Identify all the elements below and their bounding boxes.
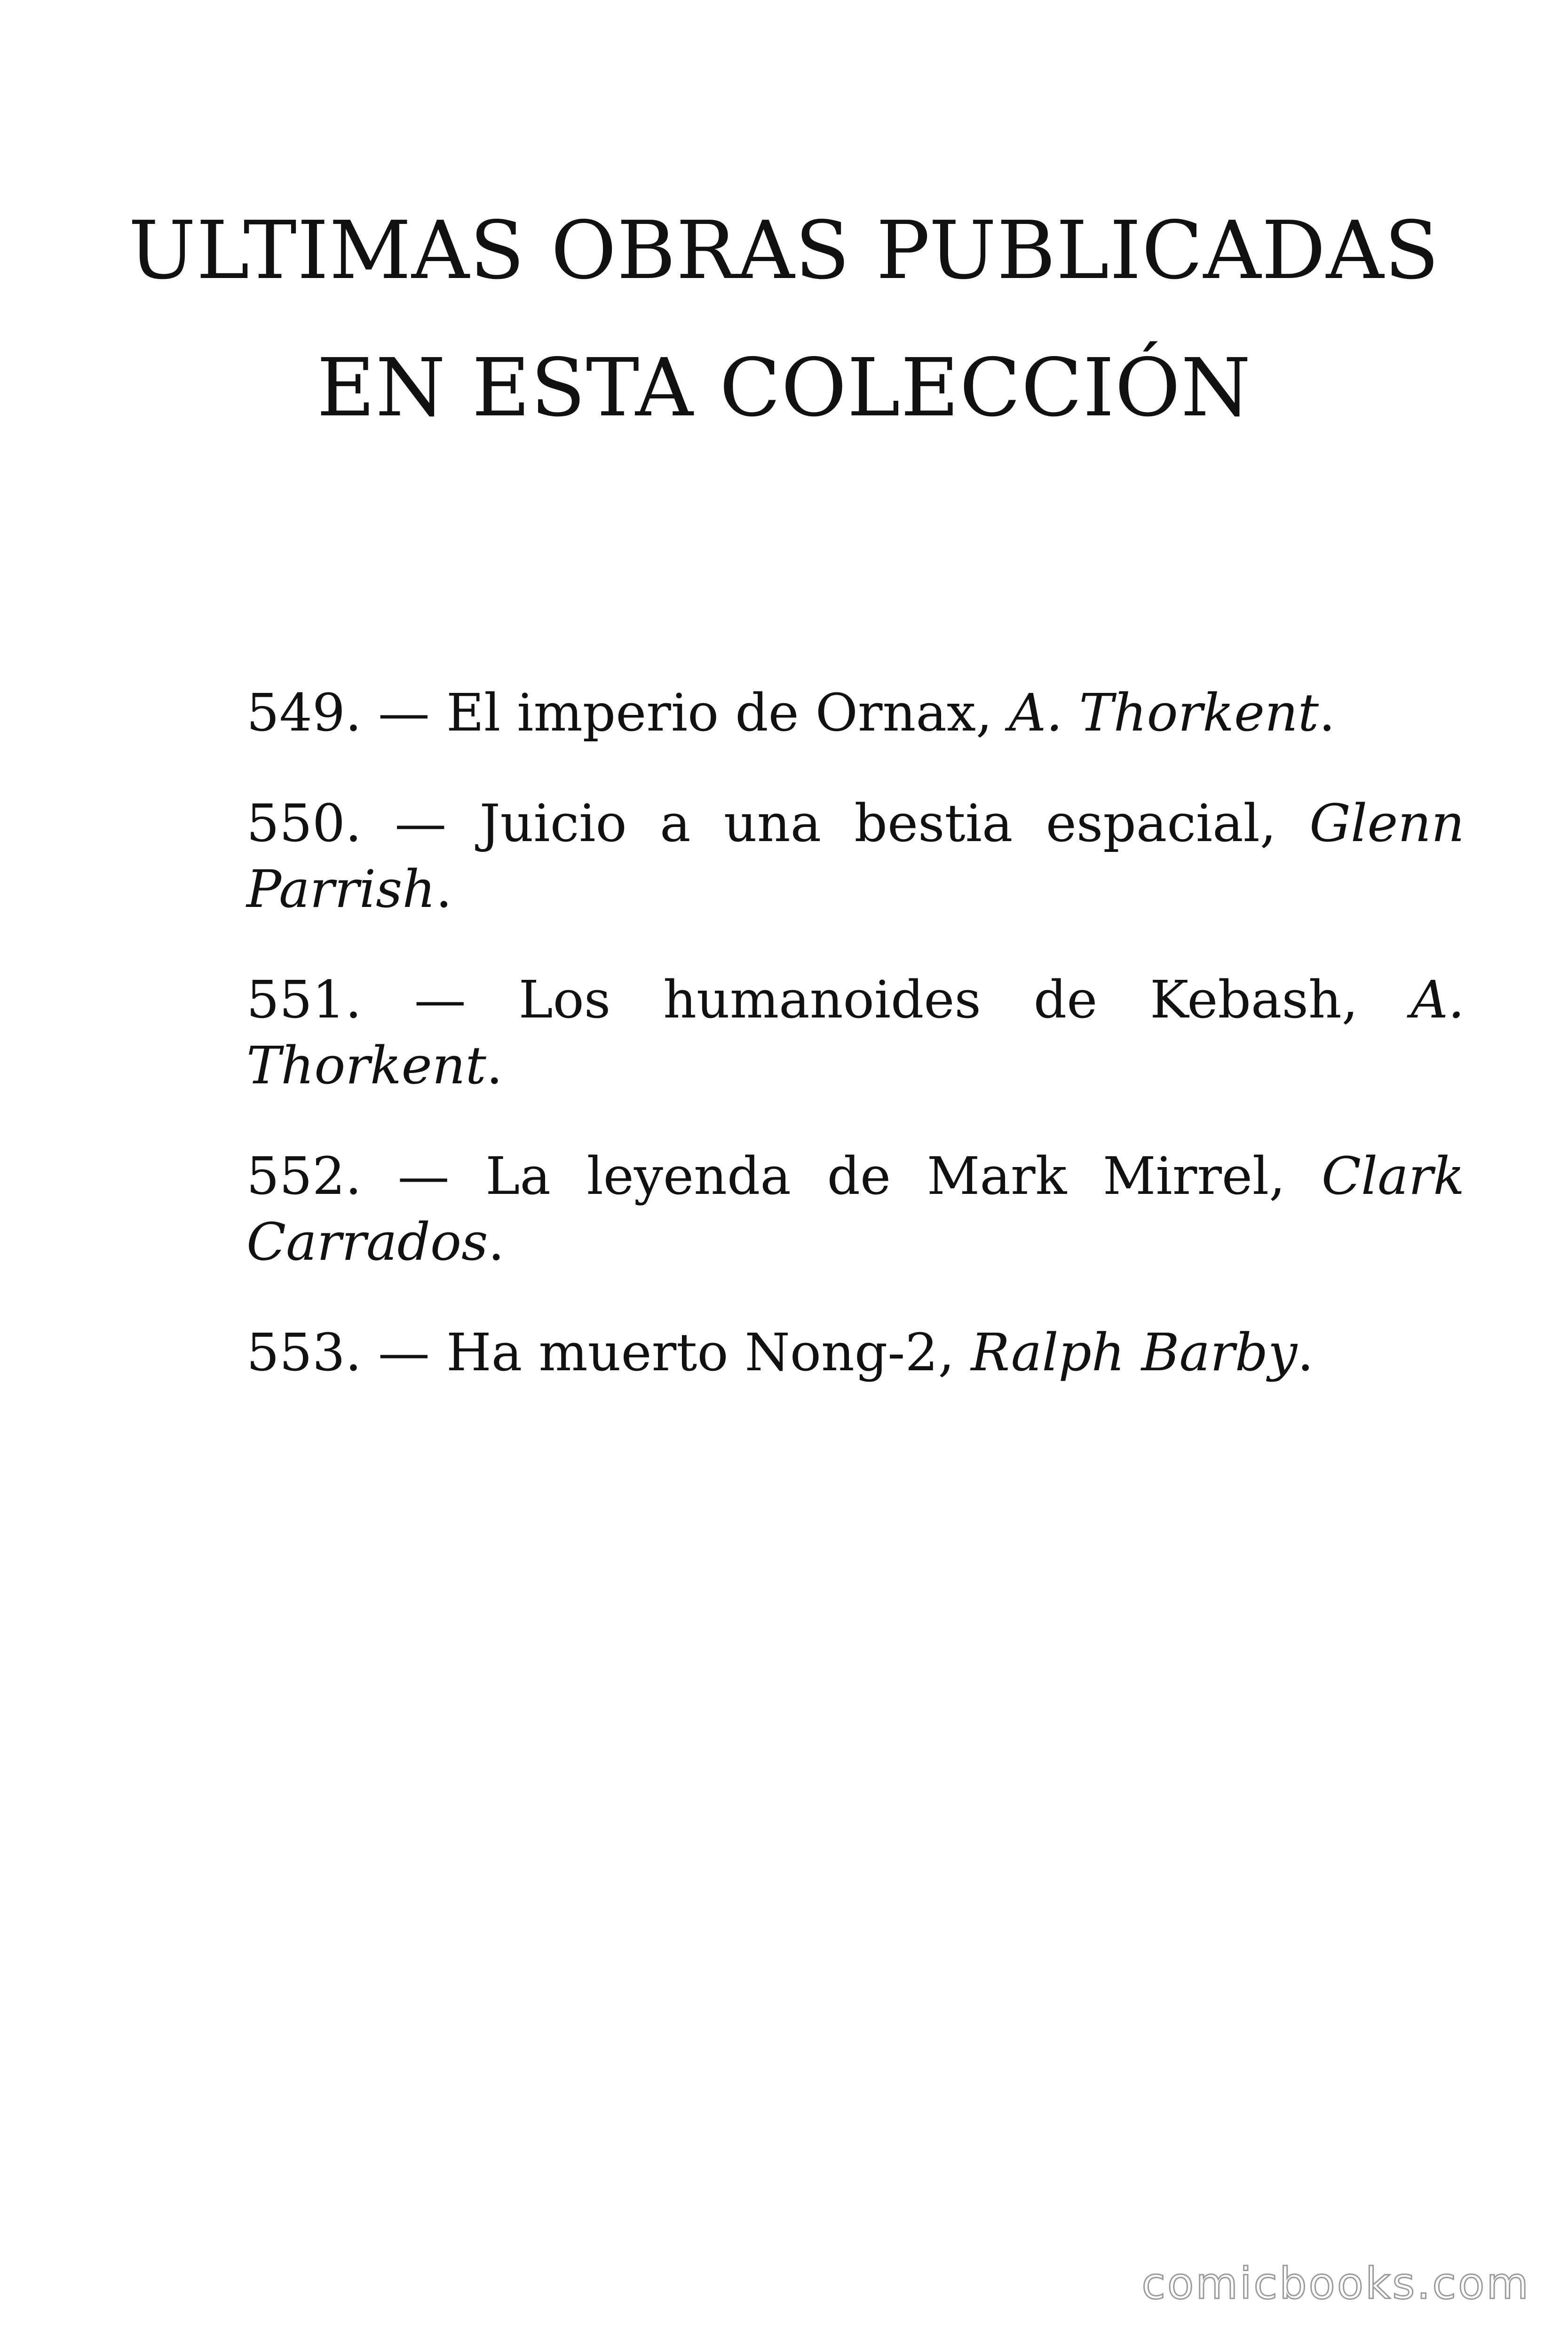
book-title: 551. — Los humanoides de Kebash, xyxy=(246,969,1411,1030)
list-item xyxy=(246,790,1465,922)
page-title-line-2: EN ESTA COLECCIÓN xyxy=(317,342,1251,435)
book-author: Clark Carrados xyxy=(246,1146,1465,1272)
list-item xyxy=(246,1143,1465,1275)
book-title: 553. — Ha muerto Nong-2, xyxy=(246,1322,971,1383)
book-author: Ralph Barby xyxy=(971,1322,1298,1383)
book-end: . xyxy=(1319,683,1336,743)
list-item xyxy=(246,680,1465,746)
book-end: . xyxy=(486,1035,503,1096)
book-title: 549. — El imperio de Ornax, xyxy=(246,683,1009,743)
book-author: A. Thorkent xyxy=(1008,683,1319,743)
list-item xyxy=(246,1319,1465,1385)
list-item xyxy=(246,967,1465,1098)
book-title: 552. — La leyenda de Mark Mirrel, xyxy=(246,1146,1322,1206)
book-title: 550. — Juicio a una bestia espacial, xyxy=(246,793,1310,853)
book-end: . xyxy=(488,1212,505,1272)
book-author: A. Thorkent xyxy=(246,969,1465,1096)
book-author: Glenn Parrish xyxy=(246,793,1465,919)
book-end: . xyxy=(436,859,452,919)
book-end: . xyxy=(1297,1322,1314,1383)
page-title-line-1: ULTIMAS OBRAS PUBLICADAS xyxy=(128,204,1440,297)
book-list xyxy=(246,680,1465,1430)
watermark: comicbooks.com xyxy=(1141,2258,1530,2309)
